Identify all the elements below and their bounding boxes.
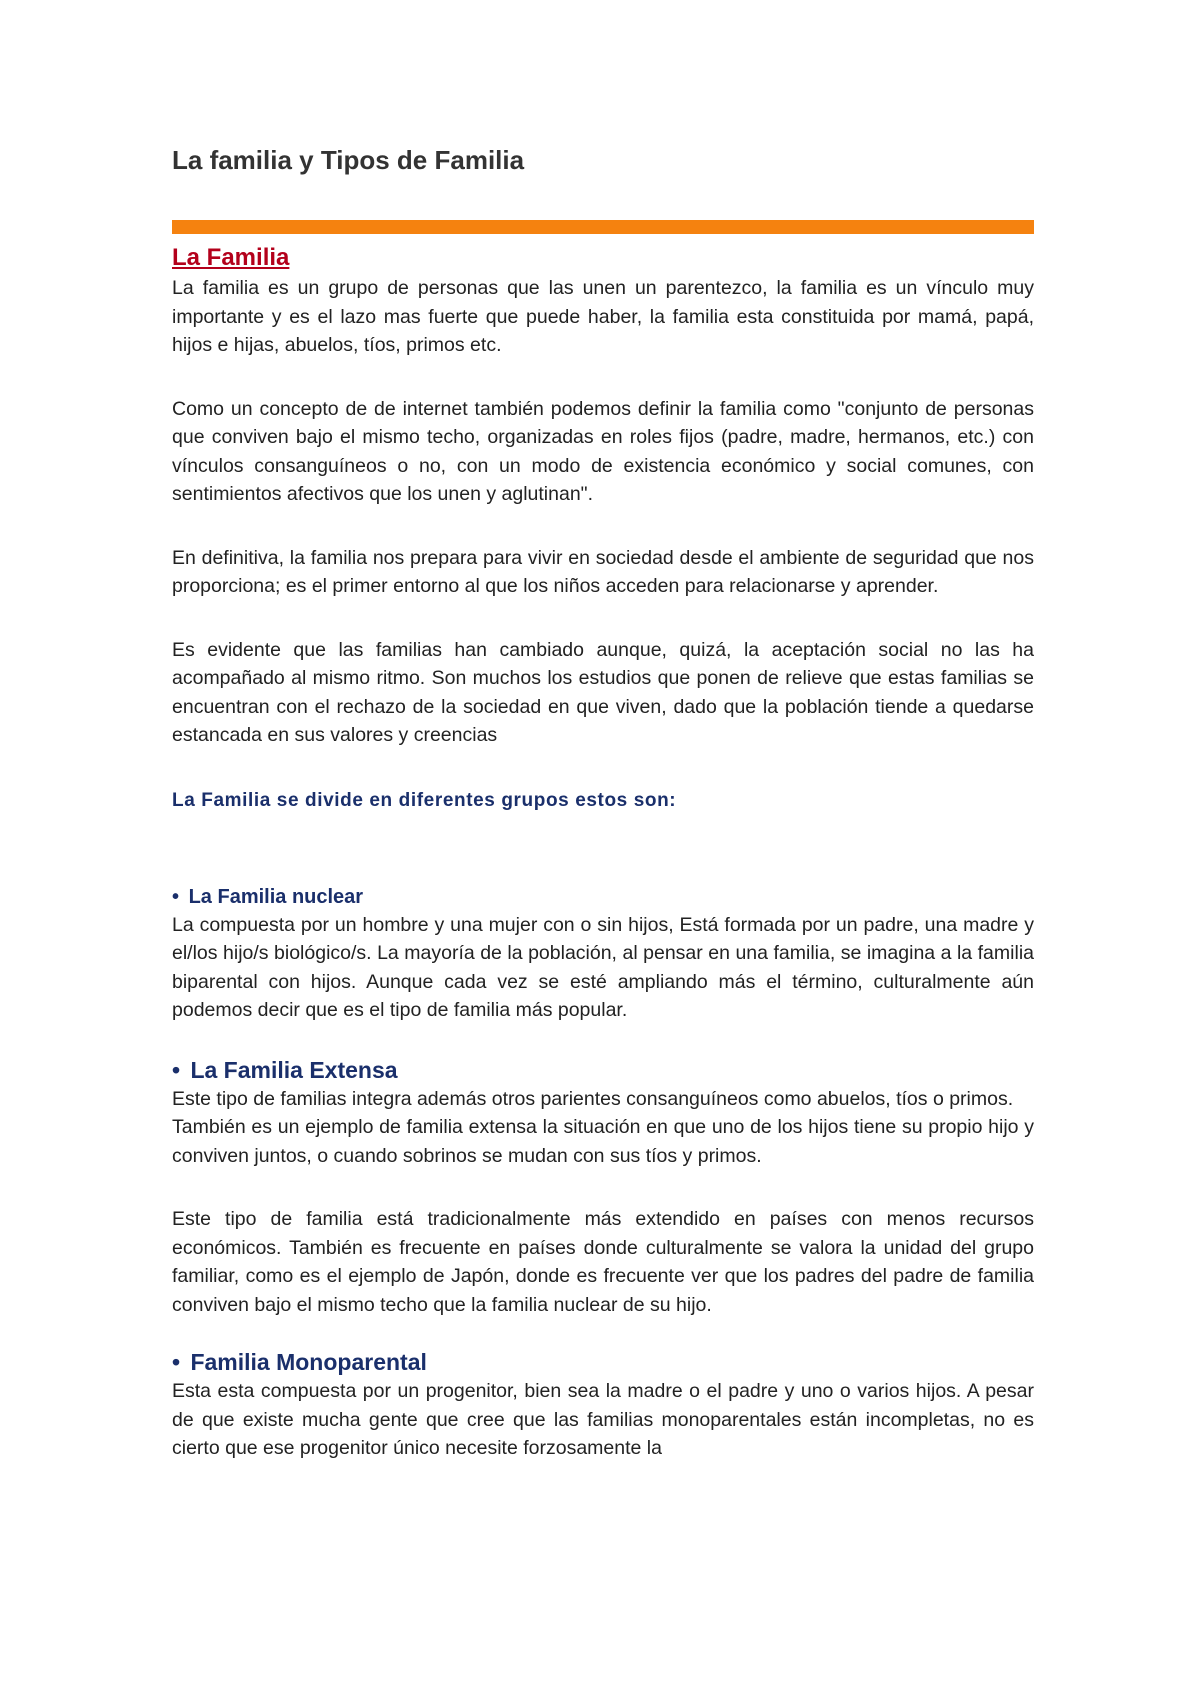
monoparental-paragraph: Esta esta compuesta por un progenitor, bien sea la madre o el padre y uno o varios hijos. A pesar de que existe mucha gente que cree que las familias monoparentales están incompletas, no es cierto que ese progenitor único necesite forzosamente la bbox=[172, 1380, 1034, 1459]
nuclear-paragraph: La compuesta por un hombre y una mujer con o sin hijos, Está formada por un padre, una madre y el/los hijo/s biológico/s. La mayoría de la población, al pensar en una familia, se imagina a la familia biparental con hijos. Aunque cada vez se esté ampliando más el término, culturalmente aún podemos decir que es el tipo de familia más popular. bbox=[172, 913, 1034, 1021]
type-name: La Familia Extensa bbox=[190, 1056, 398, 1083]
extensa-paragraph-3: Este tipo de familia está tradicionalmente más extendido en países con menos recursos económicos. También es frecuente en países donde culturalmente se valora la unidad del grupo familiar, como es el ejemplo de Japón, donde es frecuente ver que los padres del padre de familia conviven bajo el mismo techo que la familia nuclear de su hijo. bbox=[172, 1208, 1034, 1316]
intro-paragraph-1: La familia es un grupo de personas que las unen un parentezco, la familia es un vínculo muy importante y es el lazo mas fuerte que puede haber, la familia esta constituida por mamá, papá, hijos e hijas, abuelos, tíos, primos etc. bbox=[172, 277, 1034, 356]
intro-paragraph-4: Es evidente que las familias han cambiado aunque, quizá, la aceptación social no las ha acompañado al mismo ritmo. Son muchos los estudios que ponen de relieve que estas familias se encuentran con el rechazo de la sociedad en que viven, dado que la población tiende a quedarse estancada en sus valores y creencias bbox=[172, 638, 1034, 746]
type-heading-nuclear bbox=[172, 883, 1034, 911]
bullet-icon: • bbox=[172, 1056, 181, 1083]
type-heading-extensa bbox=[172, 1055, 1034, 1085]
document-title: La familia y Tipos de Familia bbox=[172, 145, 525, 175]
type-heading-monoparental bbox=[172, 1347, 1034, 1377]
document-body bbox=[172, 140, 1034, 1463]
intro-paragraph-3: En definitiva, la familia nos prepara para vivir en sociedad desde el ambiente de seguridad que nos proporciona; es el primer entorno al que los niños acceden para relacionarse y aprender. bbox=[172, 546, 1034, 597]
extensa-paragraph-1: Este tipo de familias integra además otros parientes consanguíneos como abuelos, tíos o primos. bbox=[172, 1087, 1014, 1110]
type-name: Familia Monoparental bbox=[190, 1349, 427, 1375]
groups-heading: La Familia se divide en diferentes grupos estos son: bbox=[172, 789, 677, 811]
type-name: La Familia nuclear bbox=[188, 885, 364, 908]
orange-divider-bar bbox=[172, 220, 1034, 234]
section-heading-la-familia: La Familia bbox=[172, 244, 290, 271]
bullet-icon: • bbox=[172, 1349, 181, 1375]
extensa-paragraph-2: También es un ejemplo de familia extensa la situación en que uno de los hijos tiene su propio hijo y conviven juntos, o cuando sobrinos se mudan con sus tíos y primos. bbox=[172, 1116, 1034, 1167]
bullet-icon: • bbox=[172, 885, 180, 908]
intro-paragraph-2: Como un concepto de de internet también podemos definir la familia como "conjunto de personas que conviven bajo el mismo techo, organizadas en roles fijos (padre, madre, hermanos, etc.) con vínculos consanguíneos o no, con un modo de existencia económico y social comunes, con sentimientos afectivos que los unen y aglutinan". bbox=[172, 397, 1034, 505]
